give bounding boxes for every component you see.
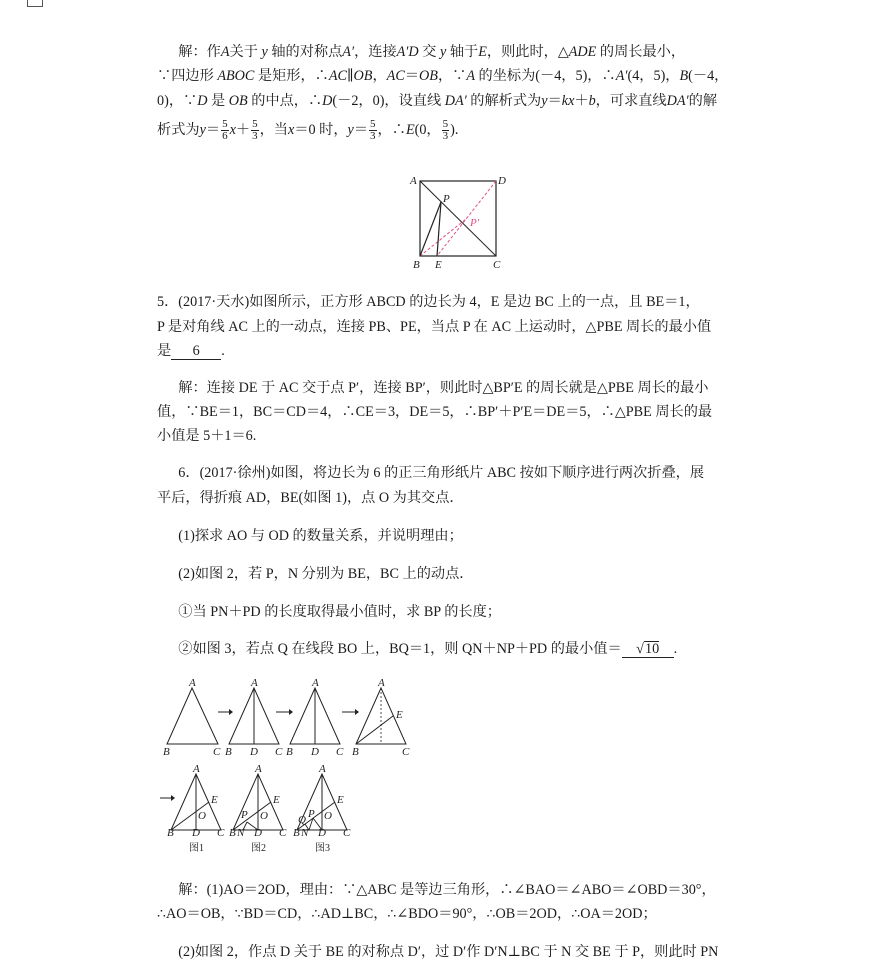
svg-text:E: E <box>273 794 280 806</box>
svg-text:C: C <box>213 746 221 758</box>
svg-text:C: C <box>217 827 225 839</box>
triangle-step-2 <box>225 677 283 758</box>
svg-text:A: A <box>255 763 262 775</box>
sol6-line1: 解：(1)AO＝2OD，理由：∵△ABC 是等边三角形，∴∠BAO＝∠ABO＝∠OBD＝30°， <box>178 882 716 898</box>
svg-text:C: C <box>336 746 344 758</box>
svg-text:D: D <box>254 827 262 839</box>
svg-text:C: C <box>402 746 410 758</box>
figure-1 <box>167 763 225 854</box>
triangle-figures <box>157 676 427 856</box>
svg-text:E: E <box>211 794 218 806</box>
sol4-line3: 0)，∵D 是 OB 的中点，∴D(－2，0)，设直线 DA′ 的解析式为y＝kx＋b，可求直线DA′的解 <box>157 93 718 109</box>
triangle-step-3 <box>286 677 344 758</box>
svg-text:A: A <box>378 677 385 689</box>
q6-part2-sub2: ②如图 3，若点 Q 在线段 BO 上，BQ＝1，则 QN＋NP＋PD 的最小值＝ √10 . <box>178 641 678 657</box>
answer-blank: √10 <box>622 641 674 658</box>
sol5-line3: 小值是 5＋1＝6. <box>157 428 257 444</box>
fraction: $\frac{5}{3}$ <box>370 118 376 143</box>
svg-text:B: B <box>352 746 359 758</box>
svg-text:B: B <box>225 746 232 758</box>
svg-text:O: O <box>198 810 206 822</box>
q5-line3: 是 6 . <box>157 343 225 359</box>
answer-blank: 6 <box>171 343 221 360</box>
svg-text:A: A <box>193 763 200 775</box>
q6-part1: (1)探求 AO 与 OD 的数量关系，并说明理由； <box>178 528 463 544</box>
q5-line1: 5．(2017·天水)如图所示，正方形 ABCD 的边长为 4，E 是边 BC 上的一点，且 BE＝1， <box>157 294 700 310</box>
label-e: E <box>435 259 442 271</box>
svg-text:A: A <box>319 763 326 775</box>
svg-text:A: A <box>189 677 196 689</box>
triangle-step-1 <box>163 677 221 758</box>
square-figure <box>407 172 527 272</box>
label-d: D <box>498 175 506 187</box>
fraction: $\frac{5}{3}$ <box>442 118 449 143</box>
q6-line2: 平后，得折痕 AD，BE(如图 1)，点 O 为其交点． <box>157 490 464 506</box>
svg-text:D: D <box>318 827 326 839</box>
label-c: C <box>493 259 501 271</box>
svg-text:Q: Q <box>298 814 306 826</box>
diagonal-ac <box>420 181 496 256</box>
svg-text:N: N <box>301 827 309 839</box>
svg-text:O: O <box>324 810 332 822</box>
arrow-icon <box>289 709 293 715</box>
svg-text:B: B <box>229 827 236 839</box>
q6-part2: (2)如图 2，若 P，N 分别为 BE，BC 上的动点． <box>178 566 474 582</box>
arrow-icon <box>355 709 359 715</box>
sol4-line1: 解：作A关于 y 轴的对称点A′，连接A′D 交 y 轴于E，则此时，△ADE 的周长最小， <box>178 44 686 60</box>
label-b: B <box>413 259 420 271</box>
caption-figure-3: 图3 <box>315 843 330 854</box>
label-a: A <box>410 175 417 187</box>
svg-text:D: D <box>192 827 200 839</box>
arrow-icon <box>229 709 233 715</box>
svg-text:B: B <box>286 746 293 758</box>
svg-text:P: P <box>308 808 315 820</box>
label-p: P <box>443 193 450 205</box>
svg-text:A: A <box>312 677 319 689</box>
svg-text:C: C <box>343 827 351 839</box>
caption-figure-2: 图2 <box>251 843 266 854</box>
triangle-step-4 <box>352 677 410 758</box>
fraction: $\frac{5}{3}$ <box>252 118 258 143</box>
svg-text:N: N <box>237 827 245 839</box>
sol4-line4: 析式为y＝ $\frac{5}{6}$ x＋ $\frac{5}{3}$ ，当x＝0 时，y＝ $\frac{5}{3}$ ，∴E(0， $\frac{5}{3}$ ). <box>157 118 459 143</box>
figure-3 <box>293 763 351 854</box>
svg-text:C: C <box>279 827 287 839</box>
svg-text:E: E <box>396 709 403 721</box>
svg-text:D: D <box>311 746 319 758</box>
q6-line1: 6．(2017·徐州)如图，将边长为 6 的正三角形纸片 ABC 按如下顺序进行两次折叠，展 <box>178 465 705 481</box>
svg-text:C: C <box>275 746 283 758</box>
q6-part2-sub1: ①当 PN＋PD 的长度取得最小值时，求 BP 的长度； <box>178 604 501 620</box>
svg-text:A: A <box>251 677 258 689</box>
svg-text:B: B <box>163 746 170 758</box>
sol5-line1: 解：连接 DE 于 AC 交于点 P′，连接 BP′，则此时△BP′E 的周长就是△PBE 周长的最小 <box>178 380 709 396</box>
svg-text:P: P <box>241 809 248 821</box>
caption-figure-1: 图1 <box>189 843 204 854</box>
figure-2 <box>229 763 287 854</box>
fraction: $\frac{5}{6}$ <box>222 118 228 143</box>
svg-text:B: B <box>167 827 174 839</box>
page-corner-marker <box>27 0 43 7</box>
sol6-line2: ∴AO＝OB，∵BD＝CD，∴AD⊥BC，∴∠BDO＝90°，∴OB＝2OD，∴OA＝2OD； <box>157 906 657 922</box>
svg-text:B: B <box>293 827 300 839</box>
q5-line2: P 是对角线 AC 上的一动点，连接 PB、PE，当点 P 在 AC 上运动时，△PBE 周长的最小值 <box>157 319 712 335</box>
svg-text:O: O <box>260 810 268 822</box>
svg-text:D: D <box>250 746 258 758</box>
sol5-line2: 值，∵BE＝1，BC＝CD＝4，∴CE＝3，DE＝5，∴BP′＋P′E＝DE＝5，∴△PBE 周长的最 <box>157 404 713 420</box>
arrow-icon <box>171 795 175 801</box>
sol6-line3: (2)如图 2，作点 D 关于 BE 的对称点 D′，过 D′作 D′N⊥BC 于 N 交 BE 于 P，则此时 PN <box>178 944 719 960</box>
label-p-prime: P′ <box>470 217 480 229</box>
svg-text:E: E <box>337 794 344 806</box>
sol4-line2: ∵四边形 ABOC 是矩形，∴AC∥OB，AC＝OB，∵A 的坐标为(－4，5)，∴A′(4，5)，B(－4， <box>157 68 729 84</box>
